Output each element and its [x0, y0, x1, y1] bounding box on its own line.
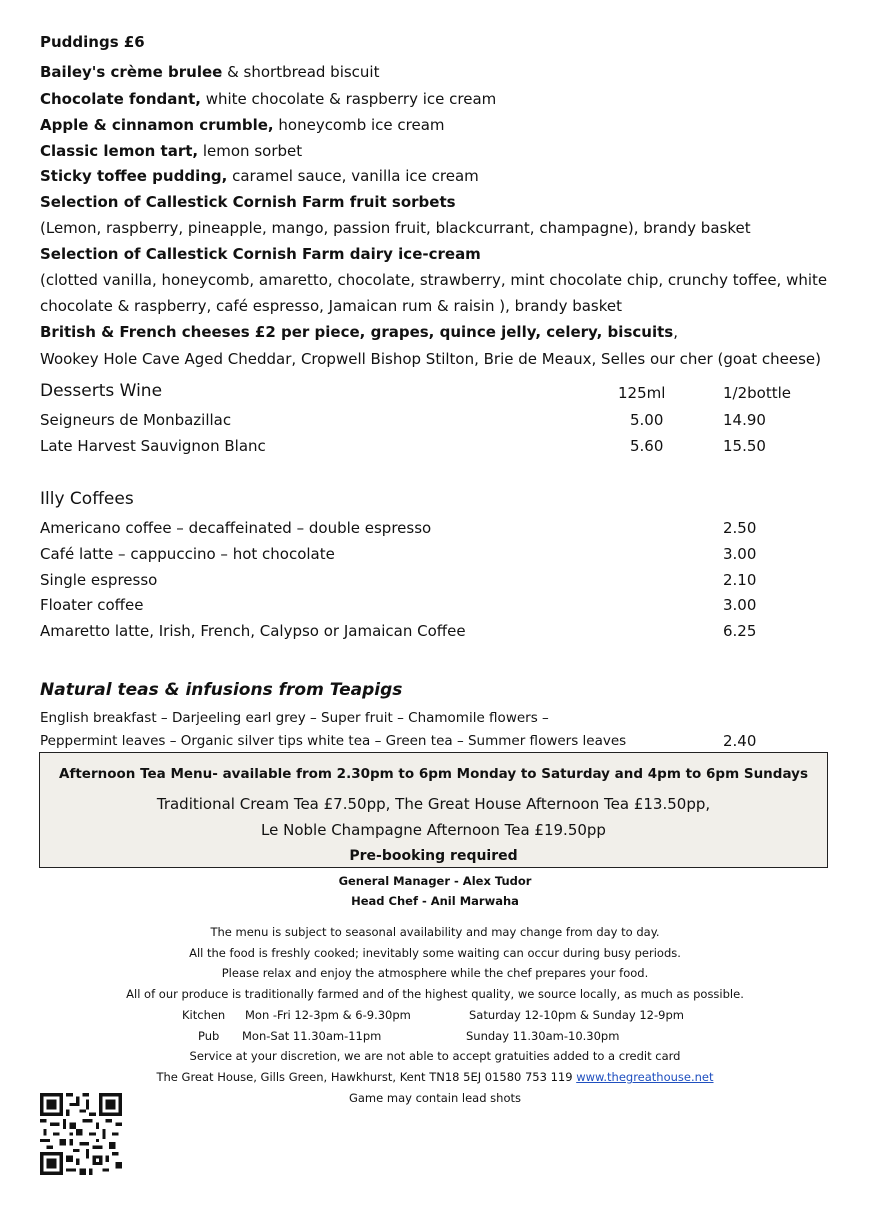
wine-price-glass: 5.00: [630, 411, 664, 429]
coffee-name: Amaretto latte, Irish, French, Calypso or Jamaican Coffee: [40, 622, 466, 640]
pudding-name: Apple & cinnamon crumble,: [40, 116, 274, 134]
wine-price-glass: 5.60: [630, 437, 664, 455]
icecream-desc-1: (clotted vanilla, honeycomb, amaretto, chocolate, strawberry, mint chocolate chip, crunchy toffee, white: [40, 271, 828, 289]
pub-label: Pub: [198, 1029, 220, 1043]
cheese-comma: ,: [673, 323, 678, 341]
coffee-price: 3.00: [723, 545, 757, 563]
afternoon-tea-box: [39, 752, 828, 868]
wine-price-bottle: 15.50: [723, 437, 766, 455]
pudding-item: [40, 115, 445, 135]
pudding-desc: white chocolate & raspberry ice cream: [200, 90, 497, 108]
pudding-item: [40, 166, 479, 186]
pub-sunday-hours: Sunday 11.30am-10.30pm: [466, 1029, 620, 1043]
footer-line: All the food is freshly cooked; inevitably some waiting can occur during busy periods.: [189, 946, 681, 960]
coffee-name: Café latte – cappuccino – hot chocolate: [40, 545, 335, 563]
address: The Great House, Gills Green, Hawkhurst, Kent TN18 5EJ 01580 753 119: [156, 1070, 577, 1084]
teas-title: Natural teas & infusions from Teapigs: [40, 680, 403, 700]
teas-price: 2.40: [723, 732, 757, 750]
footer-line: The menu is subject to seasonal availability and may change from day to day.: [210, 925, 660, 939]
afternoon-tea-note: Pre-booking required: [349, 848, 518, 864]
coffee-price: 3.00: [723, 596, 757, 614]
kitchen-weekend-hours: Saturday 12-10pm & Sunday 12-9pm: [469, 1008, 684, 1022]
afternoon-tea-line-1: Traditional Cream Tea £7.50pp, The Great House Afternoon Tea £13.50pp,: [156, 795, 711, 813]
pudding-item: [40, 89, 496, 109]
general-manager: General Manager - Alex Tudor: [338, 874, 532, 888]
head-chef: Head Chef - Anil Marwaha: [351, 894, 519, 908]
website-link[interactable]: www.thegreathouse.net: [576, 1070, 714, 1084]
pudding-desc: lemon sorbet: [198, 142, 303, 160]
cheese-title-line: [40, 322, 678, 342]
coffee-name: Americano coffee – decaffeinated – double espresso: [40, 519, 432, 537]
address-line: [0, 1069, 870, 1085]
icecream-title: Selection of Callestick Cornish Farm dairy ice-cream: [40, 245, 481, 263]
pudding-desc: caramel sauce, vanilla ice cream: [227, 167, 479, 185]
qr-code-icon[interactable]: [40, 1093, 122, 1175]
pudding-desc: & shortbread biscuit: [222, 63, 380, 81]
pudding-name: Classic lemon tart,: [40, 142, 199, 160]
teas-line-1: English breakfast – Darjeeling earl grey – Super fruit – Chamomile flowers –: [40, 710, 549, 726]
pudding-item: [40, 62, 379, 82]
cheese-desc: Wookey Hole Cave Aged Cheddar, Cropwell Bishop Stilton, Brie de Meaux, Selles our cher (goat cheese): [40, 350, 821, 368]
coffee-price: 2.50: [723, 519, 757, 537]
kitchen-weekday-hours: Mon -Fri 12-3pm & 6-9.30pm: [245, 1008, 411, 1022]
coffee-price: 2.10: [723, 571, 757, 589]
puddings-title: Puddings £6: [40, 33, 145, 51]
pudding-name: Chocolate fondant,: [40, 90, 201, 108]
pudding-name: Bailey's crème brulee: [40, 63, 223, 81]
service-note: Service at your discretion, we are not able to accept gratuities added to a credit card: [189, 1049, 681, 1063]
coffee-price: 6.25: [723, 622, 757, 640]
cheese-title: British & French cheeses £2 per piece, grapes, quince jelly, celery, biscuits: [40, 323, 674, 341]
footer-line: All of our produce is traditionally farmed and of the highest quality, we source locally, as much as possible.: [126, 987, 744, 1001]
pudding-desc: honeycomb ice cream: [273, 116, 445, 134]
footer-line: Please relax and enjoy the atmosphere while the chef prepares your food.: [221, 966, 649, 980]
game-note: Game may contain lead shots: [348, 1091, 522, 1105]
icecream-desc-2: chocolate & raspberry, café espresso, Jamaican rum & raisin ), brandy basket: [40, 297, 623, 315]
pub-weekday-hours: Mon-Sat 11.30am-11pm: [242, 1029, 382, 1043]
afternoon-tea-line-2: Le Noble Champagne Afternoon Tea £19.50pp: [261, 821, 606, 839]
coffees-title: Illy Coffees: [40, 489, 134, 509]
dessert-wine-title: Desserts Wine: [40, 381, 163, 401]
afternoon-tea-title: Afternoon Tea Menu- available from 2.30pm to 6pm Monday to Saturday and 4pm to 6pm Sundays: [59, 766, 808, 782]
pudding-name: Sticky toffee pudding,: [40, 167, 228, 185]
wine-col-half-bottle: 1/2bottle: [723, 384, 791, 402]
wine-name: Late Harvest Sauvignon Blanc: [40, 437, 266, 455]
sorbets-title: Selection of Callestick Cornish Farm fruit sorbets: [40, 193, 456, 211]
wine-col-125ml: 125ml: [618, 384, 666, 402]
kitchen-label: Kitchen: [182, 1008, 226, 1022]
wine-price-bottle: 14.90: [723, 411, 766, 429]
pudding-item: [40, 141, 302, 161]
coffee-name: Single espresso: [40, 571, 158, 589]
wine-name: Seigneurs de Monbazillac: [40, 411, 232, 429]
coffee-name: Floater coffee: [40, 596, 144, 614]
teas-line-2: Peppermint leaves – Organic silver tips white tea – Green tea – Summer flowers leaves: [40, 733, 627, 749]
sorbets-desc: (Lemon, raspberry, pineapple, mango, passion fruit, blackcurrant, champagne), brandy basket: [40, 219, 751, 237]
